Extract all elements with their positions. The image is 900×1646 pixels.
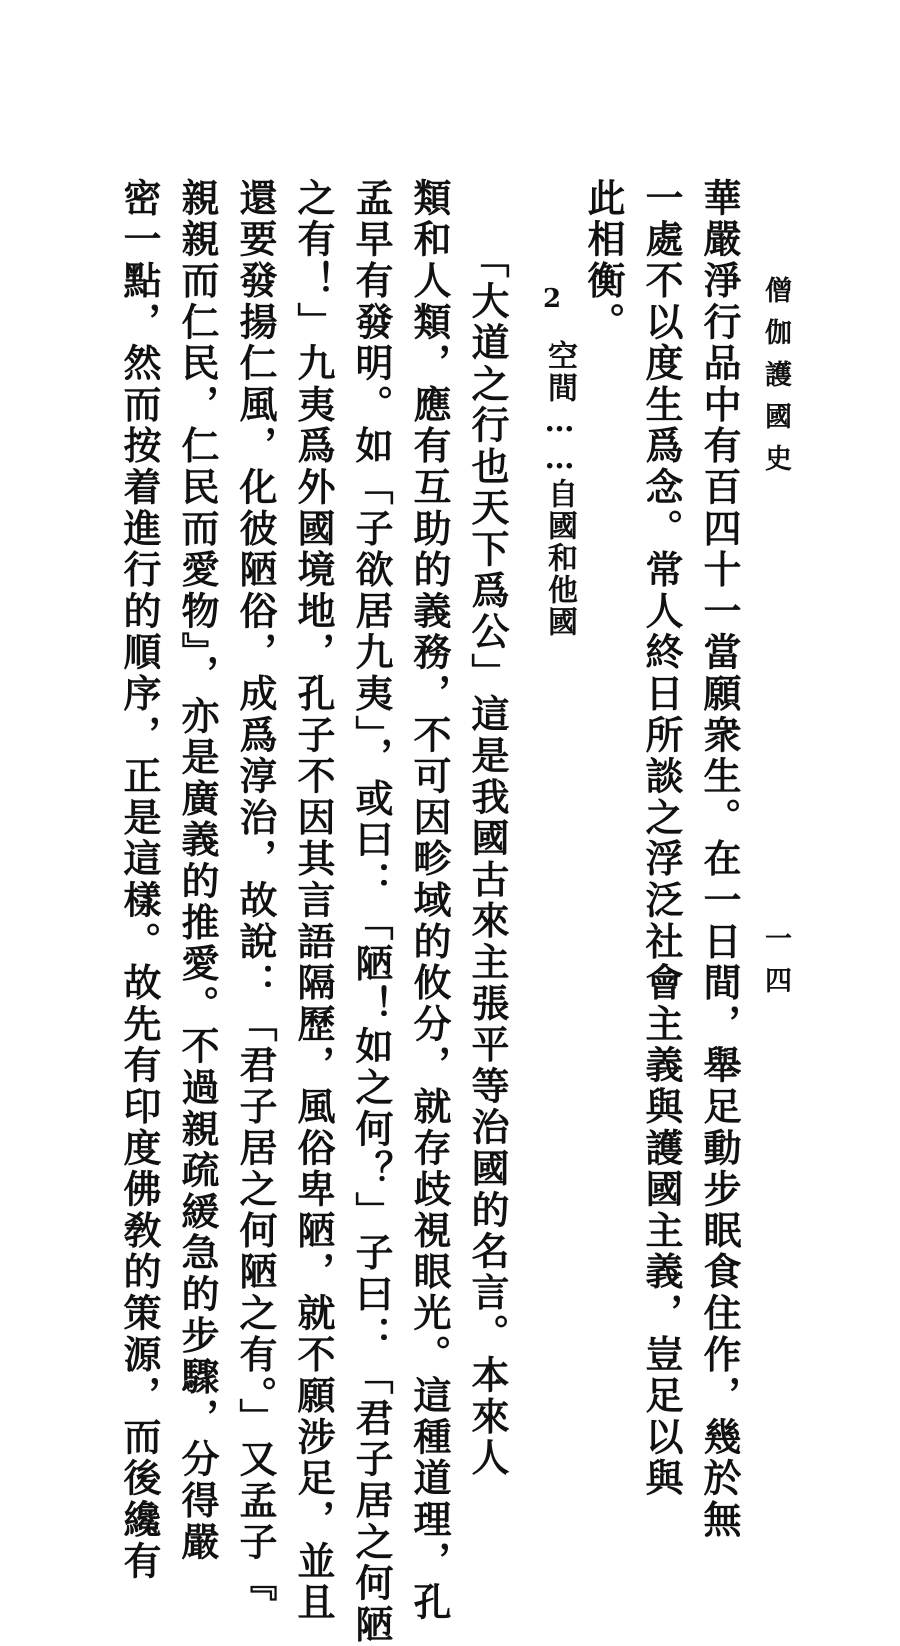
text-column-8: 還要發揚仁風，化彼陋俗，成爲淳治，故說：「君子居之何陋之有。」又孟子『 [233,178,278,1605]
text-column-2: 一處不以度生爲念。常人終日所談之浮泛社會主義與護國主義，豈足以與 [639,178,684,1500]
text-column-4: 「大道之行也天下爲公」這是我國古來主張平等治國的名言。本來人 [465,240,510,1479]
section-title: 空間……自國和他國 [542,340,577,638]
text-column-7: 之有！」九夷爲外國境地，孔子不因其言語隔歷，風俗卑陋，就不願涉足，並且 [291,178,336,1624]
text-column-10: 密一點，然而按着進行的順序，正是這樣。故先有印度佛敎的策源，而後纔有 [117,178,162,1583]
text-column-3: 此相衡。 [581,178,626,344]
page-number: 一四 [760,924,791,1008]
text-column-1: 華嚴淨行品中有百四十一當願衆生。在一日間，舉足動步眠食住作，幾於無 [697,178,742,1541]
text-column-9: 親親而仁民，仁民而愛物』，亦是廣義的推愛。不過親疏緩急的步驟，分得嚴 [175,178,220,1564]
text-column-6: 孟早有發明。如「子欲居九夷」，或曰：「陋！如之何？」子曰：「君子居之何陋 [349,178,394,1646]
text-column-5: 類和人類，應有互助的義務，不可因畛域的攸分，就存歧視眼光。這種道理，孔 [407,178,452,1624]
section-number: 2 [543,284,562,314]
running-title: 僧伽護國史 [760,276,791,486]
